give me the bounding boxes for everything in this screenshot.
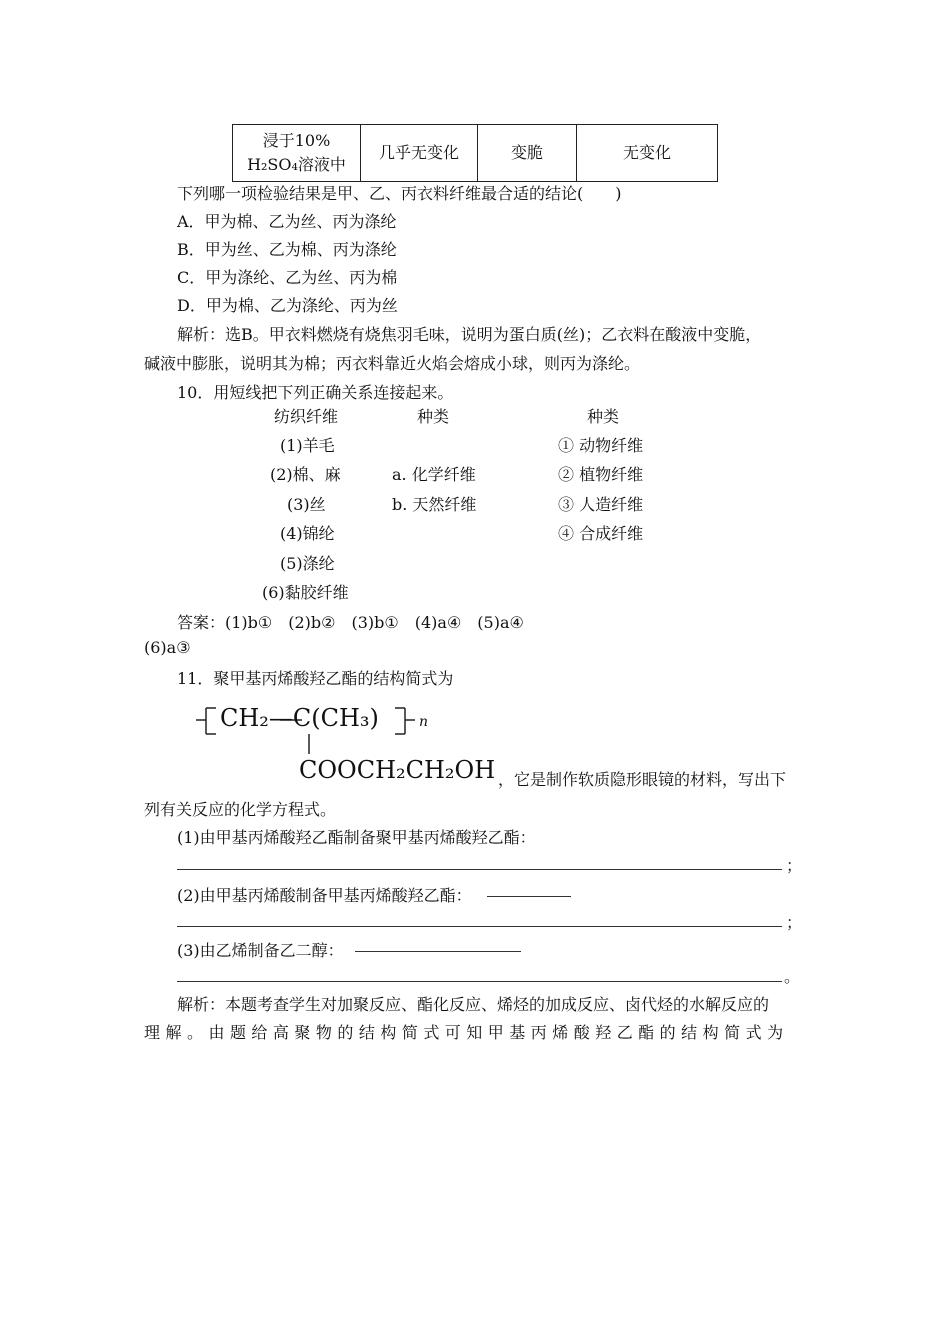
- q11-period: 。: [784, 967, 801, 986]
- q10-fiber-1: (1)羊毛: [280, 436, 335, 455]
- q11-after-formula: ，它是制作软质隐形眼镜的材料，写出下: [498, 770, 787, 789]
- q10-header-fiber: 纺织纤维: [274, 407, 339, 426]
- answer-blank-2a[interactable]: [487, 896, 571, 897]
- q10-answer-line-2: (6)a③: [144, 638, 191, 657]
- answer-blank-1[interactable]: [177, 869, 782, 870]
- q10-type-num-4: ④ 合成纤维: [558, 524, 644, 543]
- q11-analysis-line-1: 解析：本题考查学生对加聚反应、酯化反应、烯烃的加成反应、卤代烃的水解反应的: [177, 995, 770, 1014]
- q11-line-2: 列有关反应的化学方程式。: [144, 800, 337, 819]
- q10-type-a: a. 化学纤维: [392, 465, 476, 484]
- q11-part-1: (1)由甲基丙烯酸羟乙酯制备聚甲基丙烯酸羟乙酯：: [177, 828, 536, 847]
- condition-line-1: 浸于10%: [262, 131, 331, 150]
- table-cell-jia: 几乎无变化: [361, 125, 478, 182]
- table-cell-bing: 无变化: [577, 125, 718, 182]
- q11-stem: 11．聚甲基丙烯酸羟乙酯的结构简式为: [177, 669, 454, 688]
- q11-semicolon-1: ；: [786, 856, 803, 875]
- q10-stem: 10．用短线把下列正确关系连接起来。: [177, 383, 454, 402]
- q10-fiber-5: (5)涤纶: [280, 554, 335, 573]
- table-cell-condition: [233, 125, 361, 182]
- q10-fiber-2: (2)棉、麻: [270, 465, 341, 484]
- q10-header-type-1: 种类: [417, 407, 450, 426]
- answer-blank-2b[interactable]: [177, 926, 782, 927]
- q9-analysis-line-2: 碱液中膨胀，说明其为棉；丙衣料靠近火焰会熔成小球，则丙为涤纶。: [144, 354, 641, 373]
- q11-analysis-line-2: 理 解 。 由 题 给 高 聚 物 的 结 构 简 式 可 知 甲 基 丙 烯 酸 羟 乙 酯 的 结 构 简 式 为: [144, 1023, 784, 1042]
- q10-type-num-1: ① 动物纤维: [558, 436, 644, 455]
- formula-n-subscript: n: [419, 714, 429, 730]
- q10-fiber-6: (6)黏胶纤维: [262, 583, 349, 602]
- q9-option-c: C．甲为涤纶、乙为丝、丙为棉: [177, 268, 398, 287]
- q10-header-type-2: 种类: [587, 407, 620, 426]
- q9-stem: 下列哪一项检验结果是甲、乙、丙衣料纤维最合适的结论( ): [177, 184, 622, 203]
- q10-type-num-2: ② 植物纤维: [558, 465, 644, 484]
- table-row: [233, 125, 718, 182]
- formula-main-chain: CH₂—C(CH₃): [220, 704, 379, 732]
- q9-analysis-line-1: 解析：选B。甲衣料燃烧有烧焦羽毛味，说明为蛋白质(丝)；乙衣料在酸液中变脆，: [177, 325, 762, 344]
- q11-semicolon-2: ；: [786, 913, 803, 932]
- q10-fiber-4: (4)锦纶: [280, 524, 335, 543]
- formula-side-chain: COOCH₂CH₂OH: [299, 756, 496, 784]
- q9-option-b: B．甲为丝、乙为棉、丙为涤纶: [177, 240, 397, 259]
- answer-blank-3b[interactable]: [177, 981, 782, 982]
- q10-type-num-3: ③ 人造纤维: [558, 495, 644, 514]
- q10-fiber-3: (3)丝: [287, 495, 326, 514]
- q9-option-d: D．甲为棉、乙为涤纶、丙为丝: [177, 296, 398, 315]
- table-cell-yi: 变脆: [478, 125, 577, 182]
- condition-line-2: H₂SO₄溶液中: [247, 155, 346, 174]
- q10-answer-line-1: 答案：(1)b① (2)b② (3)b① (4)a④ (5)a④: [177, 613, 524, 632]
- q11-part-2: (2)由甲基丙烯酸制备甲基丙烯酸羟乙酯：: [177, 886, 472, 905]
- q10-type-b: b. 天然纤维: [392, 495, 477, 514]
- q11-part-3: (3)由乙烯制备乙二醇：: [177, 941, 344, 960]
- answer-blank-3a[interactable]: [355, 951, 521, 952]
- q9-option-a: A．甲为棉、乙为丝、丙为涤纶: [177, 212, 397, 231]
- fiber-test-table: [232, 124, 718, 182]
